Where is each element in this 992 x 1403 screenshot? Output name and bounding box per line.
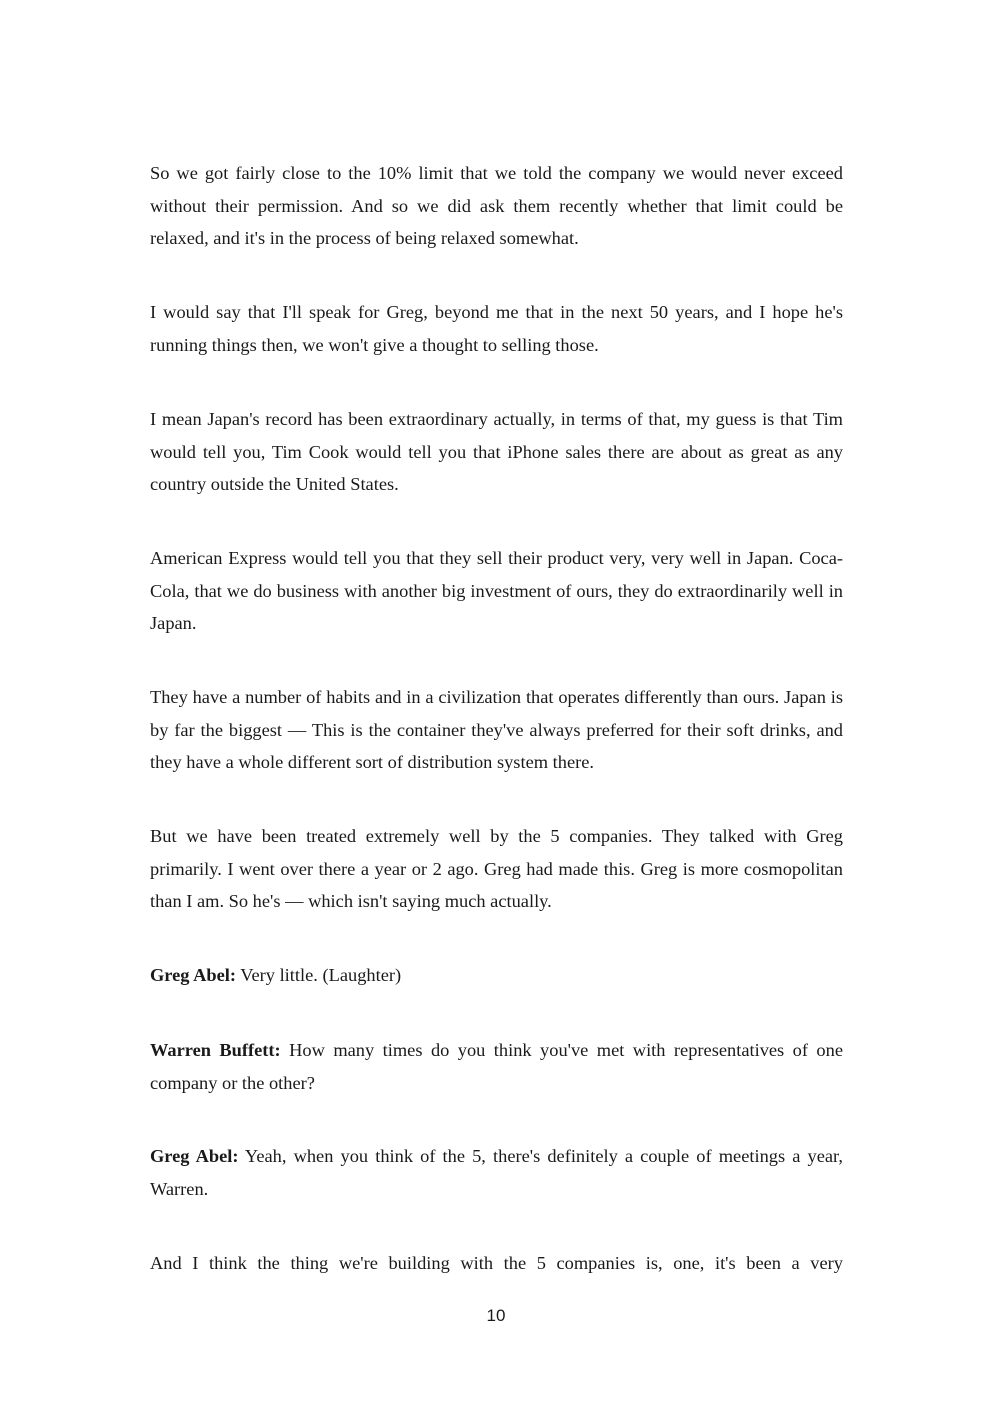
paragraph-text: And I think the thing we're building with the 5 companies is, one, it's been a very <box>150 1253 843 1273</box>
paragraph <box>150 403 843 501</box>
paragraph-text: They have a number of habits and in a civilization that operates differently than ours. Japan is by far the biggest — This is the container they've always preferred for their soft drinks, and they have a whole different sort of distribution system there. <box>150 687 843 773</box>
paragraph <box>150 157 843 255</box>
paragraph <box>150 681 843 779</box>
paragraph-text: American Express would tell you that they sell their product very, very well in Japan. Coca-Cola, that we do business with another big investment of ours, they do extraordinarily well in Japan. <box>150 548 843 634</box>
paragraph-text: How many times do you think you've met with representatives of one company or the other? <box>150 1040 843 1093</box>
speaker-name: Warren Buffett: <box>150 1040 281 1060</box>
paragraph <box>150 542 843 640</box>
paragraph-text: I mean Japan's record has been extraordinary actually, in terms of that, my guess is that Tim would tell you, Tim Cook would tell you that iPhone sales there are about as great as any country outside the United States. <box>150 409 843 495</box>
paragraph-text: But we have been treated extremely well by the 5 companies. They talked with Greg primarily. I went over there a year or 2 ago. Greg had made this. Greg is more cosmopolitan than I am. So he's — which isn't saying much actually. <box>150 826 843 912</box>
paragraph-text: Yeah, when you think of the 5, there's definitely a couple of meetings a year, Warren. <box>150 1146 844 1199</box>
speaker-paragraph <box>150 1140 843 1205</box>
speaker-name: Greg Abel: <box>150 965 236 985</box>
paragraph <box>150 1247 843 1280</box>
paragraph-text: Very little. (Laughter) <box>240 965 402 985</box>
speaker-paragraph <box>150 1034 843 1099</box>
paragraph-text: So we got fairly close to the 10% limit that we told the company we would never exceed without their permission. And so we did ask them recently whether that limit could be relaxed, and it's in the process of being relaxed somewhat. <box>150 163 843 249</box>
paragraph <box>150 296 843 361</box>
speaker-name: Greg Abel: <box>150 1146 239 1166</box>
paragraph-text: I would say that I'll speak for Greg, beyond me that in the next 50 years, and I hope he's running things then, we won't give a thought to selling those. <box>150 302 843 355</box>
page-number: 10 <box>486 1306 506 1325</box>
paragraph <box>150 820 843 918</box>
speaker-paragraph <box>150 959 843 992</box>
